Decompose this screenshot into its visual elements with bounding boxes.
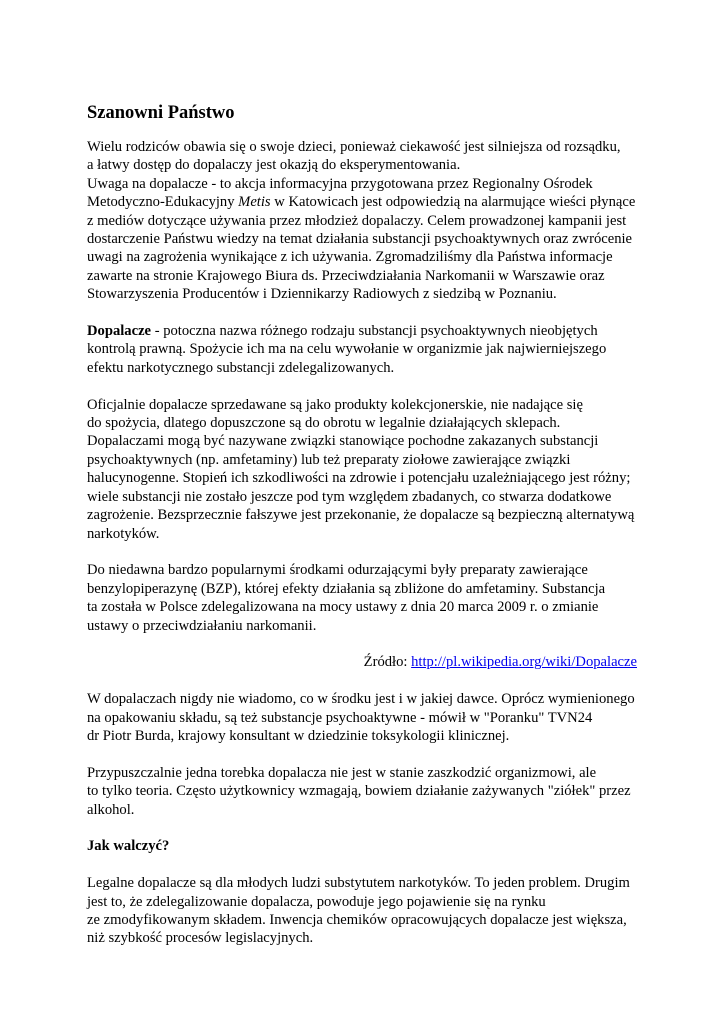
definition-paragraph (87, 322, 647, 377)
dose-paragraph (87, 690, 647, 745)
text-line: ta została w Polsce zdelegalizowana na mocy ustawy z dnia 20 marca 2009 r. o zmianie (87, 599, 599, 616)
page-title: Szanowni Państwo (87, 103, 235, 123)
text-line: a łatwy dostęp do dopalaczy jest okazją do eksperymentowania. (87, 157, 461, 174)
text-line: alkohol. (87, 801, 135, 818)
source-label: Źródło: (363, 654, 412, 671)
text-line: dr Piotr Burda, krajowy konsultant w dziedzinie toksykologii klinicznej. (87, 727, 510, 744)
text-line: zawarte na stronie Krajowego Biura ds. Przeciwdziałania Narkomanii w Warszawie oraz (87, 267, 605, 284)
text-line: to tylko teoria. Często użytkownicy wzmagają, bowiem działanie zażywanych "ziółek" przez (87, 783, 631, 800)
text-line: dostarczenie Państwu wiedzy na temat działania substancji psychoaktywnych oraz zwrócenie (87, 231, 633, 248)
text-line: W dopalaczach nigdy nie wiadomo, co w środku jest i w jakiej dawce. Oprócz wymienionego (87, 691, 635, 708)
text-line: ze zmodyfikowanym składem. Inwencja chemików opracowujących dopalacze jest większa, (87, 911, 627, 928)
section-heading: Jak walczyć? (87, 838, 170, 855)
text-line: uwagi na zagrożenia wynikające z ich używania. Zgromadziliśmy dla Państwa informacje (87, 249, 613, 266)
text-line: Oficjalnie dopalacze sprzedawane są jako produkty kolekcjonerskie, nie nadające się (87, 396, 583, 413)
text-line (87, 193, 647, 211)
text-line: ustawy o przeciwdziałaniu narkomanii. (87, 617, 317, 634)
text-line: wiele substancji nie zostało jeszcze pod tym względem zbadanych, co stwarza dodatkowe (87, 488, 612, 505)
bzp-paragraph (87, 561, 647, 635)
source-link[interactable]: http://pl.wikipedia.org/wiki/Dopalacze (411, 654, 637, 671)
text-span: - potoczna nazwa różnego rodzaju substancji psychoaktywnych nieobjętych (151, 323, 598, 340)
bag-paragraph (87, 764, 647, 819)
text-line: narkotyków. (87, 525, 160, 542)
text-line: halucynogenne. Stopień ich szkodliwości na zdrowie i potencjału uzależniającego jest różny; (87, 470, 631, 487)
official-paragraph (87, 396, 647, 543)
text-line (87, 322, 647, 340)
metis-italic: Metis (238, 194, 271, 211)
text-line: psychoaktywnych (np. amfetaminy) lub też preparaty ziołowe zawierające związki (87, 451, 571, 468)
text-span: w Katowicach jest odpowiedzią na alarmujące wieści płynące (270, 194, 636, 211)
text-line: Uwaga na dopalacze - to akcja informacyjna przygotowana przez Regionalny Ośrodek (87, 175, 593, 192)
text-line: niż szybkość procesów legislacyjnych. (87, 930, 314, 947)
text-line: Do niedawna bardzo popularnymi środkami odurzającymi były preparaty zawierające (87, 562, 588, 579)
text-line: zagrożenie. Bezsprzecznie fałszywe jest przekonanie, że dopalacze są bezpieczną alternatywą (87, 507, 635, 524)
definition-term: Dopalacze (87, 323, 152, 340)
source-line (87, 653, 637, 671)
text-line: Przypuszczalnie jedna torebka dopalacza nie jest w stanie zaszkodzić organizmowi, ale (87, 764, 597, 781)
text-line: do spożycia, dlatego dopuszczone są do obrotu w legalnie działających sklepach. (87, 415, 561, 432)
text-line: Dopalaczami mogą być nazywane związki stanowiące pochodne zakazanych substancji (87, 433, 599, 450)
text-line: efektu narkotycznego substancji zdelegalizowanych. (87, 359, 395, 376)
text-span: Metodyczno-Edukacyjny (87, 194, 239, 211)
text-line: Stowarzyszenia Producentów i Dziennikarzy Radiowych z siedzibą w Poznaniu. (87, 286, 557, 303)
text-line: kontrolą prawną. Spożycie ich ma na celu wywołanie w organizmie jak najwierniejszego (87, 341, 607, 358)
text-line: benzylopiperazynę (BZP), której efekty działania są zbliżone do amfetaminy. Substancja (87, 580, 606, 597)
intro-paragraph (87, 138, 647, 304)
text-line: jest to, że zdelegalizowanie dopalacza, powoduje jego pojawienie się na rynku (87, 893, 546, 910)
text-line: Legalne dopalacze są dla młodych ludzi substytutem narkotyków. To jeden problem. Drugim (87, 875, 630, 892)
document-page (87, 102, 647, 948)
fight-paragraph (87, 874, 647, 948)
text-line: z mediów dotyczące używania przez młodzież dopalaczy. Celem prowadzonej kampanii jest (87, 212, 627, 229)
text-line: na opakowaniu składu, są też substancje psychoaktywne - mówił w "Poranku" TVN24 (87, 709, 593, 726)
text-line: Wielu rodziców obawia się o swoje dzieci, ponieważ ciekawość jest silniejsza od rozsądku, (87, 139, 621, 155)
